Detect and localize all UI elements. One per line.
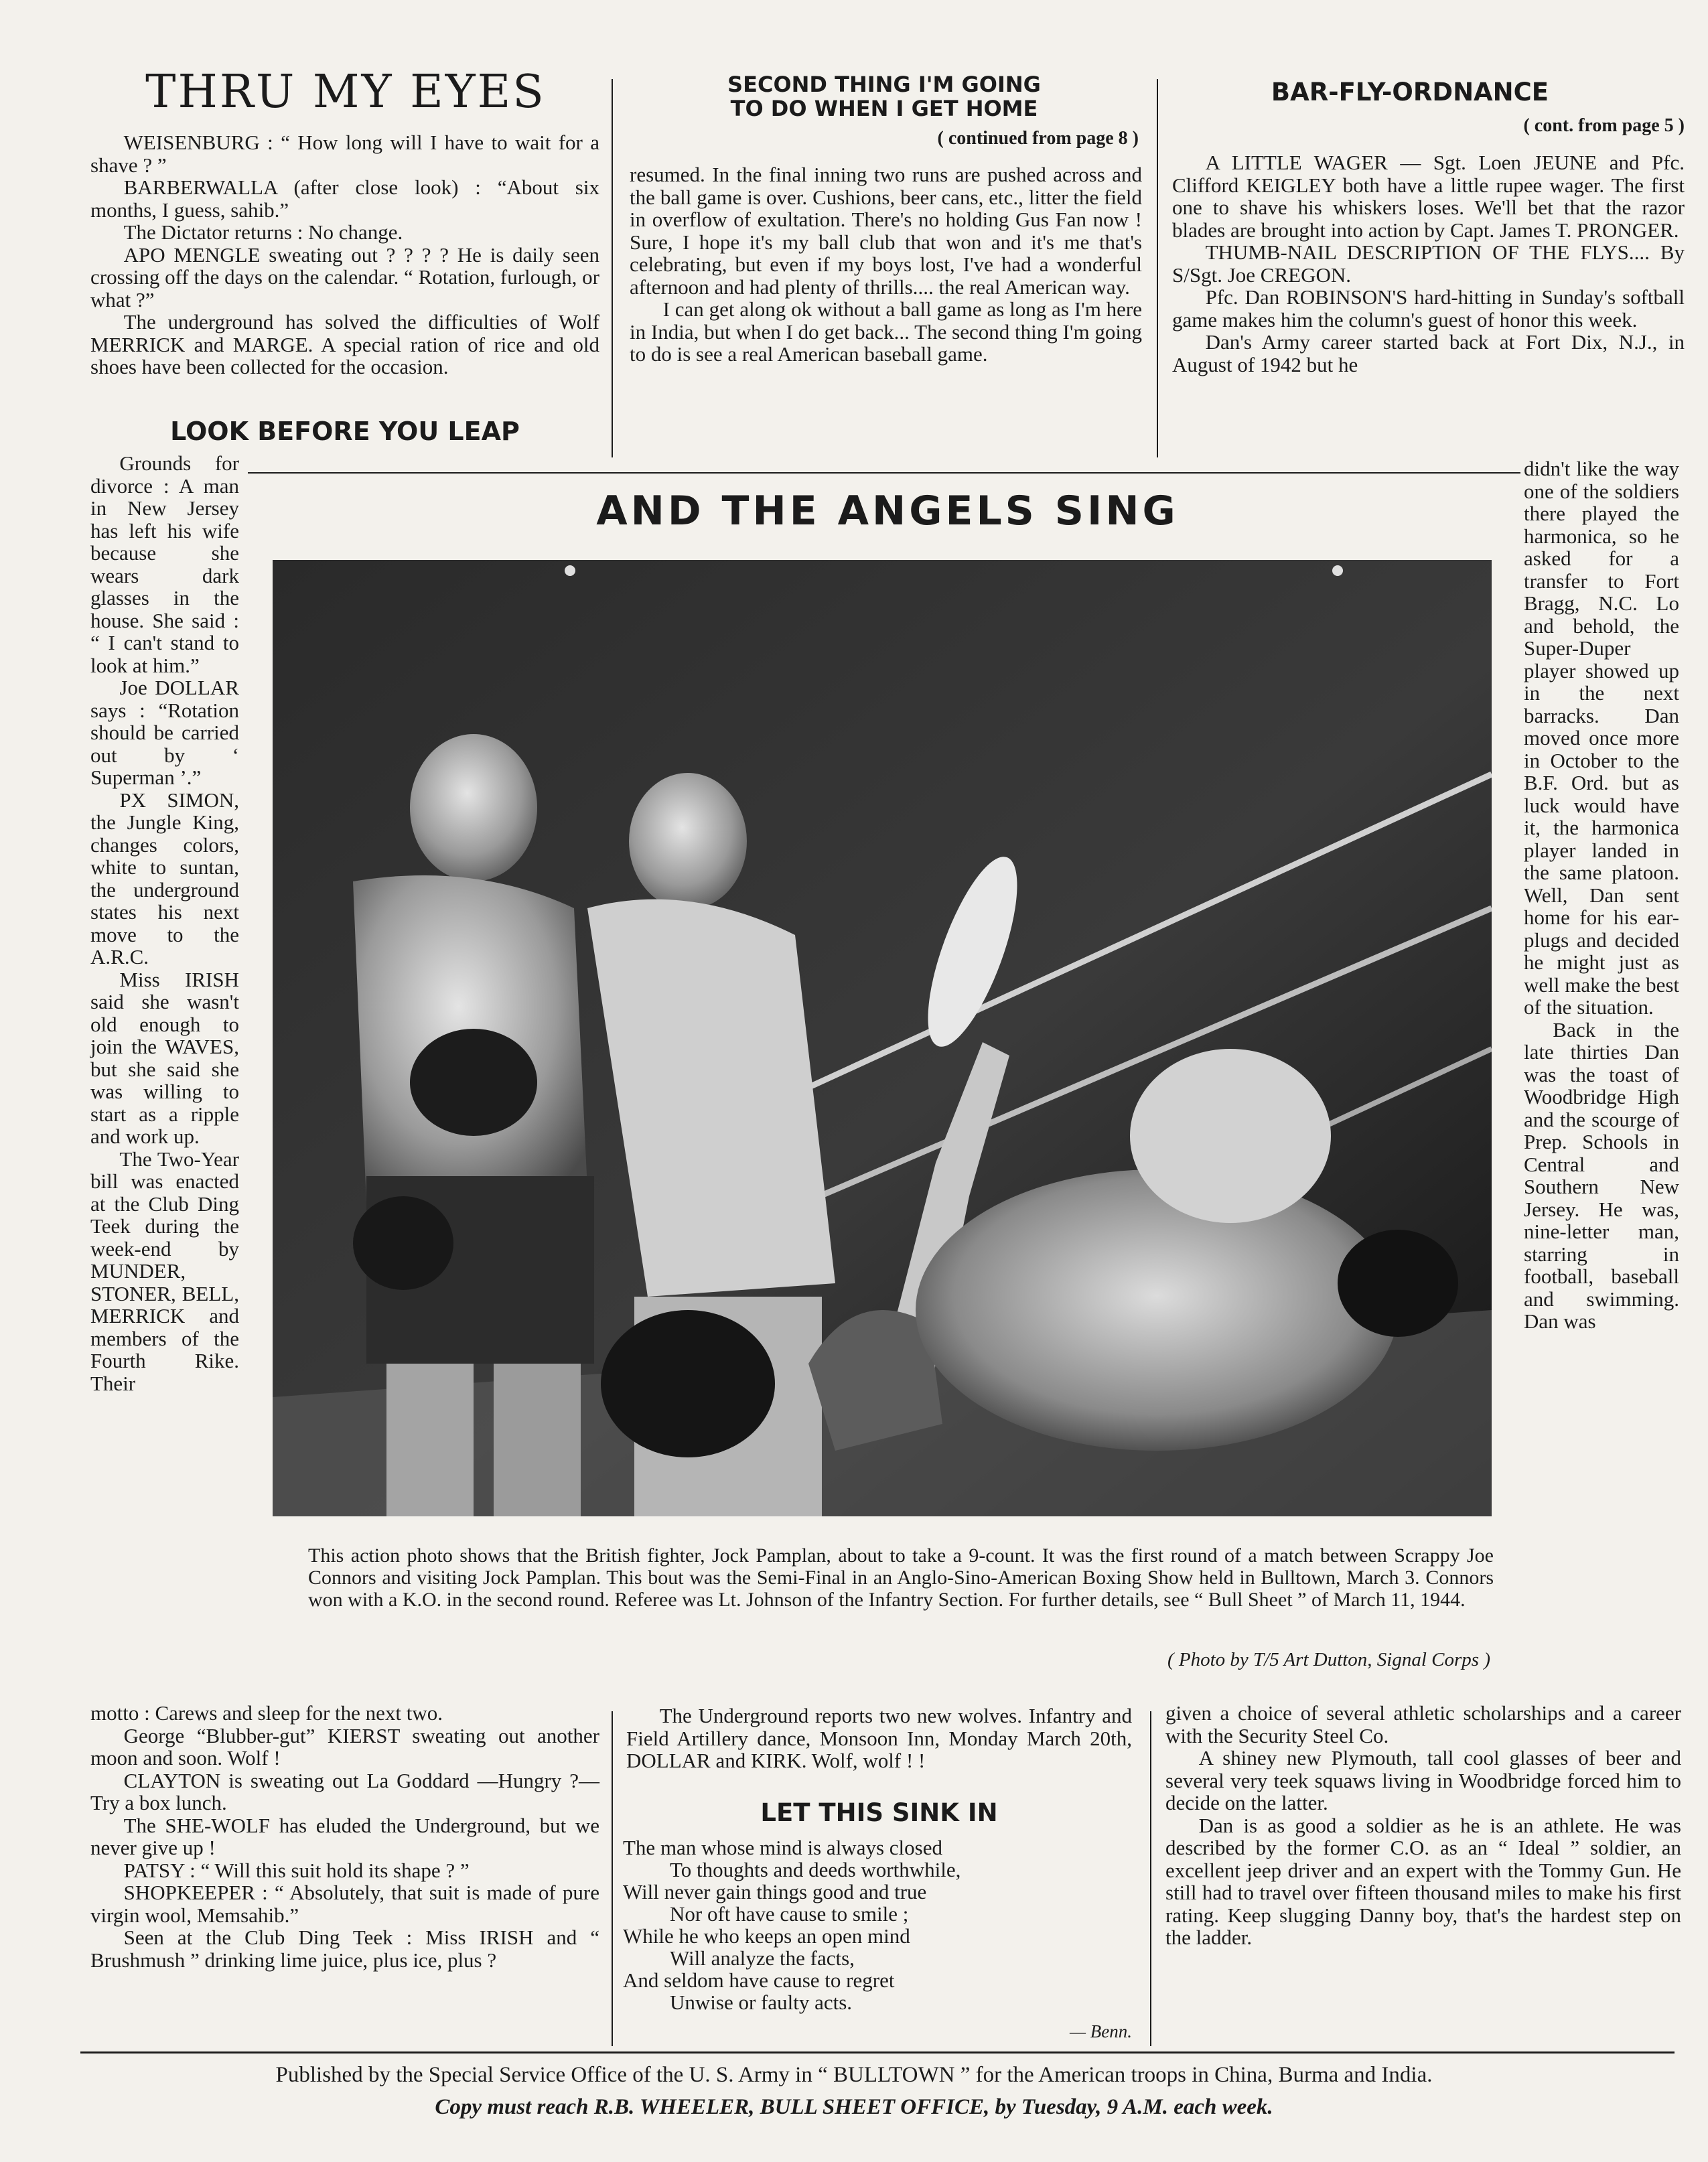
- bar-fly-narrow-text: [1524, 457, 1679, 1333]
- poem-line: Will never gain things good and true: [623, 1880, 927, 1903]
- second-thing-title: [623, 72, 1145, 121]
- paragraph: resumed. In the final inning two runs are pushed across and the ball game is over. Cushions, beer cans, etc., litter the field in overflow of exultation. There's no holding Gus Fan now ! Sure, I hope it's my ball club that won and it's me that's celebrating, but even if my boys lost, I've had a wonderful afternoon and had plenty of thrills.... the real American way.: [630, 163, 1142, 299]
- footer-deadline: Copy must reach R.B. WHEELER, BULL SHEET OFFICE, by Tuesday, 9 A.M. each week.: [435, 2095, 1273, 2119]
- paragraph: didn't like the way one of the soldiers there played the harmonica, so he asked for a transfer to Fort Bragg, N.C. Lo and behold, the Super-Duper player showed up in the next barracks. Dan moved once more in October to the B.F. Ord. but as luck would have it, the harmonica player landed in the same platoon. Well, Dan sent home for his ear-plugs and decided he might just as well make the best of the situation.: [1524, 457, 1679, 1019]
- paragraph: The Two-Year bill was enacted at the Club Ding Teek during the week-end by MUNDER, STONER, BELL, MERRICK and members of the Fourth Rike. Their: [90, 1147, 239, 1395]
- look-before-you-leap-title: LOOK BEFORE YOU LEAP: [170, 417, 520, 446]
- thru-my-eyes-text: [90, 131, 599, 378]
- poem-line: To thoughts and deeds worthwhile,: [670, 1858, 961, 1881]
- poem-line: Unwise or faulty acts.: [670, 1991, 853, 2014]
- photo-credit: ( Photo by T/5 Art Dutton, Signal Corps ): [1167, 1649, 1490, 1670]
- poem-author: — Benn.: [1070, 2021, 1132, 2041]
- paragraph: WEISENBURG : “ How long will I have to wait for a shave ? ”: [90, 131, 599, 177]
- paragraph: APO MENGLE sweating out ? ? ? ? He is daily seen crossing off the days on the calendar. “ Rotation, furlough, or what ?”: [90, 242, 599, 311]
- paragraph: PATSY : “ Will this suit hold its shape ? ”: [123, 1858, 470, 1882]
- feature-title: AND THE ANGELS SING: [596, 488, 1179, 534]
- bar-fly-ordnance-title: BAR-FLY-ORDNANCE: [1271, 78, 1549, 106]
- paragraph: The SHE-WOLF has eluded the Underground, but we never give up !: [90, 1813, 599, 1859]
- feature-top-rule: [248, 472, 1520, 474]
- second-thing-text: [630, 163, 1142, 366]
- paragraph: A LITTLE WAGER — Sgt. Loen JEUNE and Pfc. Clifford KEIGLEY both have a little rupee wager. The first one to shave his whiskers loses. We'll bet that the razor blades are brought into action by Capt. James T. PRONGER.: [1172, 151, 1685, 242]
- paragraph: given a choice of several athletic scholarships and a career with the Security Steel Co.: [1165, 1701, 1681, 1747]
- column-rule: [1157, 79, 1158, 457]
- bar-fly-text: [1172, 151, 1685, 376]
- look-before-you-leap-text: [90, 452, 239, 1394]
- paragraph: THUMB-NAIL DESCRIPTION OF THE FLYS.... By S/Sgt. Joe CREGON.: [1172, 240, 1685, 287]
- paragraph: BARBERWALLA (after close look) : “About six months, I guess, sahib.”: [90, 175, 599, 222]
- column-rule: [1150, 1711, 1151, 2046]
- paragraph: motto : Carews and sleep for the next two.: [90, 1701, 443, 1725]
- poem-line: And seldom have cause to regret: [623, 1968, 895, 1992]
- paragraph: PX SIMON, the Jungle King, changes colors, white to suntan, the underground states his next move to the A.R.C.: [90, 788, 239, 968]
- paragraph: SHOPKEEPER : “ Absolutely, that suit is made of pure virgin wool, Memsahib.”: [90, 1881, 599, 1927]
- continued-note: ( continued from page 8 ): [937, 128, 1139, 149]
- let-this-sink-in-title: LET THIS SINK IN: [760, 1798, 998, 1827]
- title-line: SECOND THING I'M GOING: [727, 72, 1041, 97]
- paragraph: Back in the late thirties Dan was the toast of Woodbridge High and the scourge of Prep. Schools in Central and Southern New Jersey. He was, nine-letter man, starring in football, baseball and swimming. Dan was: [1524, 1017, 1679, 1333]
- boxing-photo: [273, 560, 1492, 1516]
- paragraph: CLAYTON is sweating out La Goddard —Hungry ?— Try a box lunch.: [90, 1768, 599, 1814]
- paragraph: The underground has solved the difficulties of Wolf MERRICK and MARGE. A special ration of rice and old shoes have been collected for the occasion.: [90, 310, 599, 378]
- poem-line: Will analyze the facts,: [670, 1946, 855, 1970]
- continued-note: ( cont. from page 5 ): [1523, 115, 1685, 136]
- paragraph: Dan is as good a soldier as he is an athlete. He was described by the former C.O. as an “ Ideal ” soldier, an excellent jeep driver and an expert with the Tommy Gun. He still had to travel over fifteen thousand miles to make his first rating. Keep slugging Danny boy, that's the hardest step on the ladder.: [1165, 1813, 1681, 1949]
- column-rule: [612, 79, 613, 457]
- thru-my-eyes-title: THRU MY EYES: [145, 66, 546, 119]
- thru-my-eyes-bottom-text: [90, 1702, 599, 1971]
- paragraph: George “Blubber-gut” KIERST sweating out another moon and soon. Wolf !: [90, 1723, 599, 1770]
- title-line: TO DO WHEN I GET HOME: [730, 96, 1038, 121]
- paragraph: A shiney new Plymouth, tall cool glasses of beer and several very teek squaws living in Woodbridge forced him to decide on the latter.: [1165, 1746, 1681, 1814]
- underground-text: [626, 1705, 1132, 1772]
- paragraph: I can get along ok without a ball game as long as I'm here in India, but when I do get back... The second thing I'm going to do is see a real American baseball game.: [630, 297, 1142, 366]
- paragraph: Pfc. Dan ROBINSON'S hard-hitting in Sunday's softball game makes him the column's guest of honor this week.: [1172, 285, 1685, 332]
- paragraph: Seen at the Club Ding Teek : Miss IRISH and “ Brushmush ” drinking lime juice, plus ice, plus ?: [90, 1926, 599, 1972]
- footer-rule: [80, 2051, 1675, 2053]
- boxing-photo-illustration: [273, 560, 1492, 1516]
- poem-line: Nor oft have cause to smile ;: [670, 1902, 909, 1926]
- poem-line: The man whose mind is always closed: [623, 1836, 942, 1859]
- poem: [623, 1836, 1132, 2013]
- poem-line: While he who keeps an open mind: [623, 1924, 910, 1948]
- footer-publisher: Published by the Special Service Office of the U. S. Army in “ BULLTOWN ” for the American troops in China, Burma and India.: [275, 2063, 1433, 2087]
- paragraph: The Dictator returns : No change.: [123, 220, 403, 244]
- paragraph: The Underground reports two new wolves. Infantry and Field Artillery dance, Monsoon Inn, Monday March 20th, DOLLAR and KIRK. Wolf, wolf ! !: [626, 1704, 1132, 1772]
- bar-fly-bottom-text: [1165, 1702, 1681, 1949]
- paragraph: Miss IRISH said she wasn't old enough to join the WAVES, but she said she was willing to start as a ripple and work up.: [90, 967, 239, 1148]
- paragraph: Dan's Army career started back at Fort Dix, N.J., in August of 1942 but he: [1172, 330, 1685, 376]
- paragraph: Grounds for divorce : A man in New Jersey has left his wife because she wears dark glasses in the house. She said : “ I can't stand to look at him.”: [90, 451, 239, 677]
- column-rule: [612, 1711, 613, 2046]
- paragraph: Joe DOLLAR says : “Rotation should be carried out by ‘ Superman ’.”: [90, 676, 239, 789]
- photo-caption: This action photo shows that the British fighter, Jock Pamplan, about to take a 9-count. It was the first round of a match between Scrappy Joe Connors and visiting Jock Pamplan. This bout was the Semi-Final in an Anglo-Sino-American Boxing Show held in Bulltown, March 3. Connors won with a K.O. in the second round. Referee was Lt. Johnson of the Infantry Section. For further details, see “ Bull Sheet ” of March 11, 1944.: [308, 1544, 1494, 1611]
